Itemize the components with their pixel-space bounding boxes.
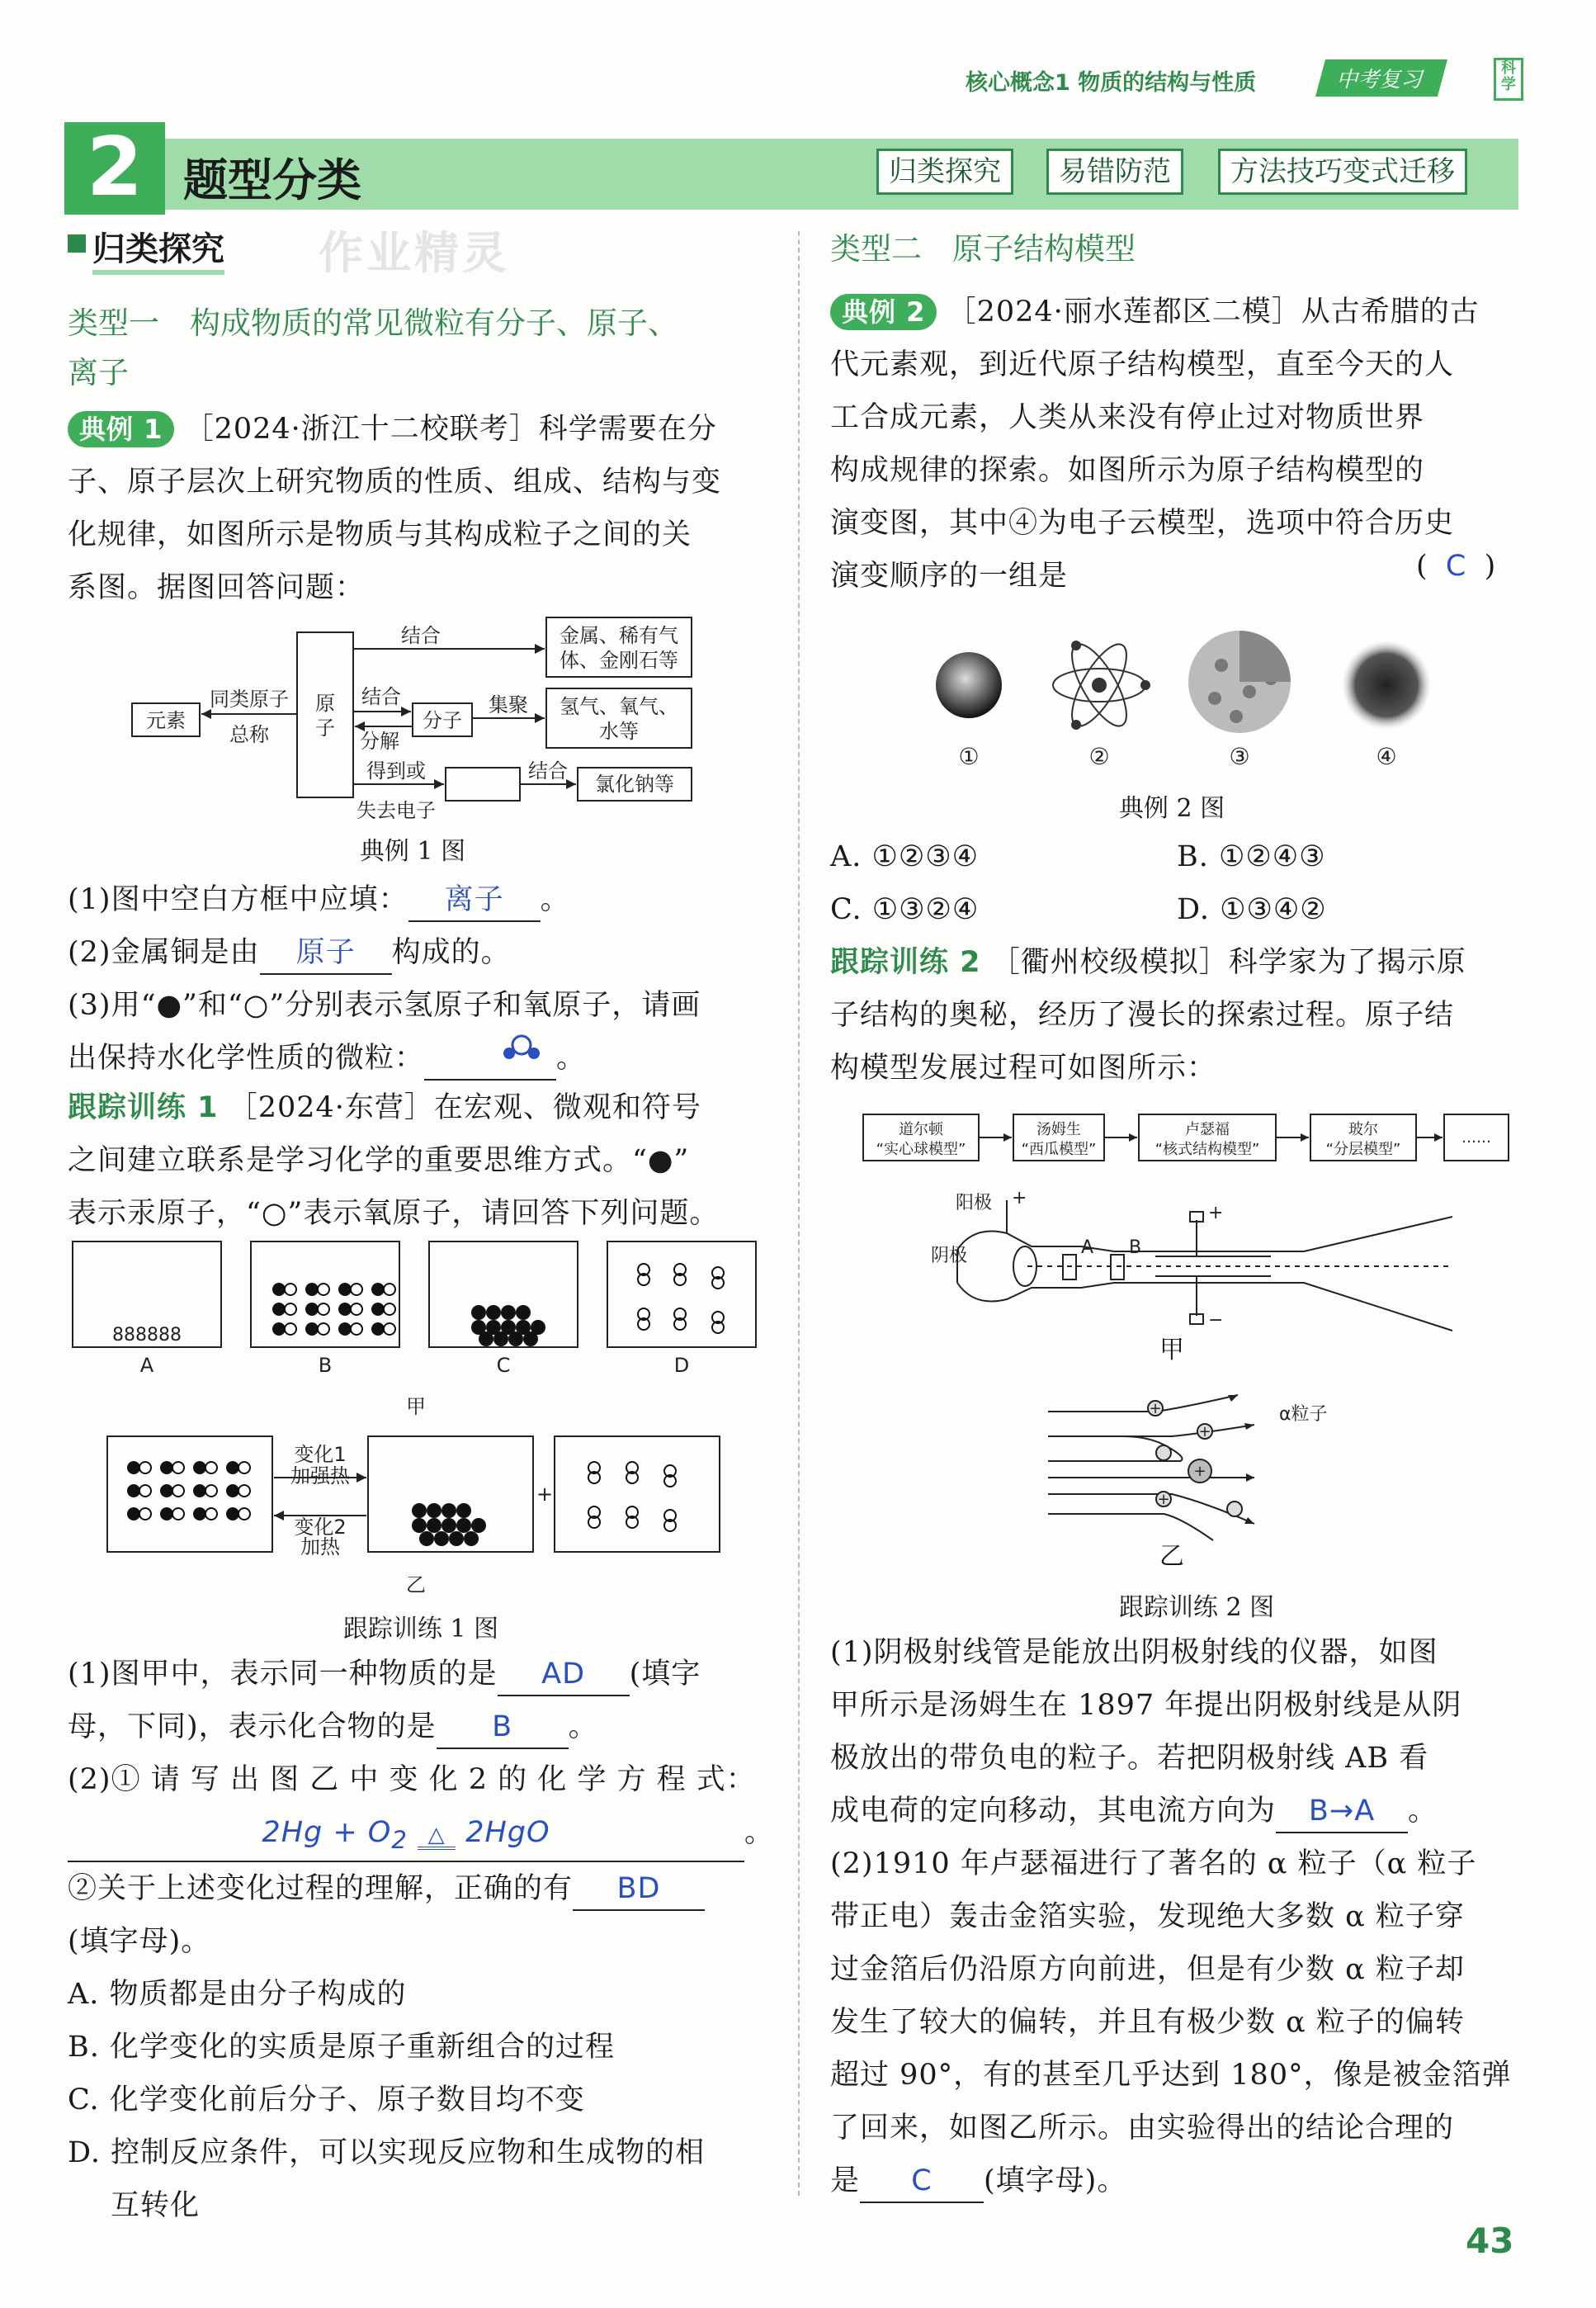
answer-blank-current-direction: B→A [1276, 1790, 1408, 1833]
example1-label: 典例 1 [68, 411, 174, 447]
answer-blank-1: 离子 [408, 879, 541, 922]
label-jia: 甲 [406, 1395, 426, 1418]
flow-dalton: 道尔顿 [899, 1121, 943, 1138]
model-history-flow [858, 1106, 1518, 1172]
label-combine-top: 结合 [401, 624, 441, 647]
model-label-2: ② [1088, 743, 1110, 770]
label-same-atoms: 同类原子 [210, 688, 289, 711]
chip-mistakes: 易错防范 [1046, 149, 1183, 195]
option-c: C. 化学变化前后分子、原子数目均不变 [68, 2083, 585, 2116]
box-b-particles [272, 1283, 395, 1336]
chip-methods: 方法技巧变式迁移 [1218, 149, 1467, 195]
box-molecule: 分子 [423, 709, 462, 732]
label-b: B [318, 1354, 333, 1377]
alpha-plus-1: + [1149, 1400, 1162, 1417]
chip-classify: 归类探究 [876, 149, 1013, 195]
tube-anode-plus: + [1012, 1188, 1027, 1208]
section-number: 2 [64, 122, 165, 215]
alpha-plus-2: + [1198, 1423, 1211, 1440]
example1-questions: (1)图中空白方框中应填： 离子 。 (2)金属铜是由 原子 构成的。 (3)用“●”和“○”分别表示氢原子和氧原子，请画 出保持水化学性质的微粒： 。 [68, 873, 786, 1085]
tube-plate-minus: − [1208, 1310, 1224, 1331]
alpha-plus-3: + [1157, 1491, 1170, 1508]
label-combine-bottom: 结合 [528, 759, 568, 783]
answer-blank-same-substance: AD [498, 1653, 630, 1696]
label-change2: 变化2 [294, 1516, 347, 1539]
ex2-option-b: B. ①②④③ [1177, 840, 1326, 873]
tube-anode: 阳极 [956, 1193, 993, 1213]
flow-dalton-model: “实心球模型” [876, 1141, 966, 1158]
box-d-particles [638, 1264, 724, 1333]
label-combine-mid: 结合 [361, 685, 401, 708]
label-change1: 变化1 [294, 1443, 347, 1466]
label-gather: 集聚 [489, 693, 528, 717]
box-metals-line2: 体、金刚石等 [560, 649, 678, 672]
label-yi: 乙 [406, 1573, 426, 1596]
box-gases-line2: 水等 [599, 720, 639, 743]
water-molecule-icon [497, 1030, 546, 1063]
model-label-1: ① [958, 743, 980, 770]
figure1-caption: 典例 1 图 [359, 837, 466, 866]
type2-title: 类型二 原子结构模型 [830, 231, 1136, 267]
box-element: 元素 [146, 709, 186, 732]
flow-bohr: 玻尔 [1348, 1121, 1378, 1138]
box-salt: 氯化钠等 [595, 773, 674, 796]
tube-plate-plus: + [1208, 1203, 1224, 1223]
section-title: 题型分类 [183, 154, 361, 206]
label-heat: 加热 [300, 1535, 340, 1558]
example2-options [830, 830, 1540, 936]
plum-pudding-model-icon [1188, 631, 1291, 733]
column-divider [798, 231, 800, 2196]
electron-cloud-model-icon [1342, 641, 1431, 730]
yi-right-particles [588, 1462, 676, 1531]
alpha-particle-label: α粒子 [1279, 1404, 1328, 1425]
example2-label: 典例 2 [830, 294, 937, 330]
tube-cathode: 阴极 [931, 1246, 968, 1266]
training1-text: 跟踪训练 1 ［2024·东营］在宏观、微观和符号 之间建立联系是学习化学的重要思维方式。“●” 表示汞原子，“○”表示氧原子，请回答下列问题。 [68, 1091, 720, 1230]
tube-label-b: B [1129, 1237, 1142, 1258]
example1-text: 典例 1 ［2024·浙江十二校联考］科学需要在分 子、原子层次上研究物质的性质、组成、结构与变 化规律，如图所示是物质与其构成粒子之间的关 系图。据图回答问题： [68, 413, 722, 604]
training2-questions: (1)阴极射线管是能放出阴极射线的仪器，如图 甲所示是汤姆生在 1897 年提出阴极射线是从阴 极放出的带负电的粒子。若把阴极射线 AB 看 成电荷的定向移动，其电流方向为 B→A 。 (2)1910 年卢瑟福进行了著名的 α 粒子（α 粒子 带正电）轰击金箔实验，发现绝大多数 α 粒子穿 过金箔后仍沿原方向前进，但是有少数 α 粒子却 发生了较大的偏转，并且有极少数 α 粒子的偏转 超过 90°，有的甚至几乎达到 180°，像是被金箔弹 了回来，如图乙所示。由实验得出的结论合理的 是 C (填字母)。 [830, 1626, 1556, 2207]
type1-title: 类型一 构成物质的常见微粒有分子、原子、 [68, 305, 678, 341]
flow-ellipsis: …… [1461, 1129, 1491, 1147]
review-tag: 中考复习 [1315, 59, 1447, 97]
training2-label: 跟踪训练 2 [830, 946, 981, 979]
answer-blank-compound: B [437, 1706, 569, 1749]
box-atom-2: 子 [315, 717, 335, 740]
label-strong-heat: 加强热 [290, 1464, 350, 1487]
answer-blank-correct: BD [573, 1868, 705, 1911]
option-b: B. 化学变化的实质是原子重新组合的过程 [68, 2031, 615, 2064]
box-atom-1: 原 [315, 692, 335, 715]
nucleus-plus: + [1193, 1463, 1206, 1480]
box-c-particles [471, 1305, 545, 1346]
training2-text: 跟踪训练 2 ［衢州校级模拟］科学家为了揭示原 子结构的奥秘，经历了漫长的探索过程。原子结 构模型发展过程可如图所示： [830, 946, 1466, 1085]
tube-label-a: A [1081, 1237, 1094, 1258]
answer-blank-conclusion: C [860, 2160, 984, 2203]
watermark: 作业精灵 [319, 227, 510, 279]
page-number: 43 [1466, 2221, 1514, 2261]
model-label-3: ③ [1229, 743, 1250, 770]
training1-questions: (1)图甲中，表示同一种物质的是 AD (填字 母，下同)，表示化合物的是 B 。 (2)① 请 写 出 图 乙 中 变 化 2 的 化 学 方 程 式： $2Hg + O_2$ △ 2HgO 。 ②关于上述变化过程的理解，正确的有 BD (填字母)。 A. 物质都是由分子构成的 B. 化学变化的实质是原子重新组合的过程 C. 化学变化前后分子、原子数目均不变 D. 控制反应条件，可以实现反应物和生成物的相 互转化 [68, 1648, 794, 2232]
label-general-term: 总称 [229, 723, 269, 746]
subsection-title: 归类探究 [92, 223, 224, 275]
atom-models-figure [916, 616, 1444, 781]
label-decompose: 分解 [360, 730, 399, 753]
ex2-option-d: D. ①③④② [1177, 893, 1327, 926]
figure3-caption: 典例 2 图 [1118, 794, 1225, 823]
ex2-option-a: A. ①②③④ [830, 840, 980, 873]
flow-bohr-model: “分层模型” [1325, 1141, 1401, 1158]
subject-badge: 科学 [1494, 58, 1523, 101]
example2-answer-value: C [1445, 550, 1466, 583]
label-lose-electrons: 失去电子 [357, 799, 436, 822]
tube-caption-jia: 甲 [1159, 1336, 1184, 1364]
label-c: C [496, 1354, 511, 1377]
label-d: D [673, 1354, 690, 1377]
flow-thomson-model: “西瓜模型” [1021, 1141, 1097, 1158]
planetary-model-icon [1053, 637, 1150, 734]
training1-diagram [66, 1238, 776, 1618]
model-label-4: ④ [1376, 743, 1397, 770]
answer-blank-equation: $2Hg + O_2$ △ 2HgO [68, 1812, 744, 1862]
option-d-cont: 互转化 [111, 2189, 201, 2222]
training1-label: 跟踪训练 1 [68, 1091, 219, 1124]
option-d: D. 控制反应条件，可以实现反应物和生成物的相 [68, 2136, 706, 2169]
example2-answer: ( C ) [1416, 550, 1496, 583]
yi-mid-particles [412, 1503, 486, 1546]
box-metals-line1: 金属、稀有气 [560, 624, 678, 647]
figure4-caption: 跟踪训练 2 图 [1118, 1593, 1275, 1622]
alpha-scattering-figure [1040, 1379, 1353, 1544]
figure2-caption: 跟踪训练 1 图 [342, 1615, 499, 1644]
label-gain: 得到或 [366, 759, 426, 783]
box-a-mercury-text: 888888 [112, 1325, 182, 1346]
ex2-option-c: C. ①③②④ [830, 893, 980, 926]
flow-rutherford: 卢瑟福 [1185, 1121, 1230, 1138]
yi-left-particles [127, 1461, 250, 1521]
option-a: A. 物质都是由分子构成的 [68, 1978, 407, 2011]
example2-text: 典例 2 ［2024·丽水莲都区二模］从古希腊的古 代元素观，到近代原子结构模型，直至今天的人 工合成元素，人类从来没有停止过对物质世界 构成规律的探索。如图所示为原子结构模型的 演变图，其中④为电子云模型，选项中符合历史 演变顺序的一组是 [830, 296, 1480, 593]
flow-rutherford-model: “核式结构模型” [1155, 1141, 1260, 1158]
box-gases-line1: 氢气、氧气、 [560, 695, 678, 718]
label-a: A [139, 1354, 154, 1377]
type1-title-2: 离子 [68, 355, 129, 390]
scatter-caption-yi: 乙 [1159, 1542, 1184, 1571]
section-marker-icon [68, 234, 86, 253]
solid-sphere-model-icon [936, 652, 1002, 718]
chapter-breadcrumb: 核心概念1 物质的结构与性质 [966, 70, 1257, 96]
example1-diagram [124, 611, 718, 825]
cathode-ray-tube-figure [924, 1184, 1485, 1365]
label-plus: + [536, 1483, 554, 1506]
flow-thomson: 汤姆生 [1036, 1121, 1081, 1138]
answer-blank-2: 原子 [260, 932, 392, 975]
